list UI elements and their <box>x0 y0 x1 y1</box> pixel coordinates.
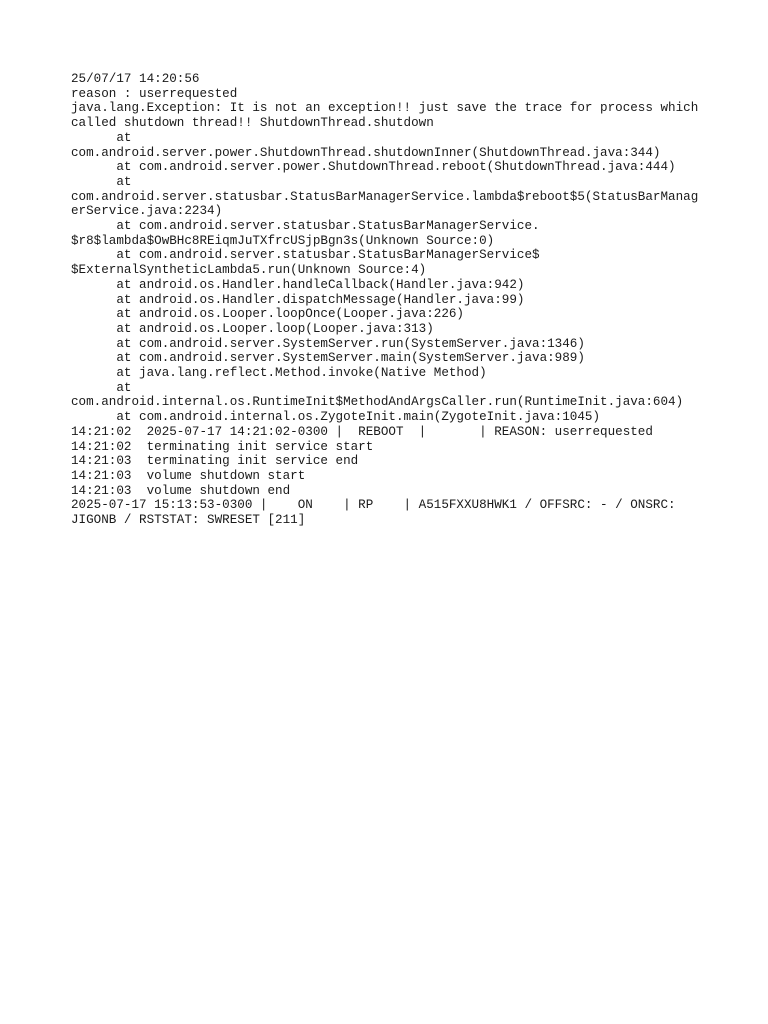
stack-frame: at android.os.Handler.dispatchMessage(Handler.java:99) <box>71 292 525 307</box>
power-on-status-line-continued: JIGONB / RSTSTAT: SWRESET [211] <box>71 513 306 528</box>
stack-frame: erService.java:2234) <box>71 204 223 219</box>
stack-frame: com.android.server.statusbar.StatusBarManagerService.lambda$reboot$5(StatusBarManag <box>71 189 699 204</box>
log-document <box>71 72 711 528</box>
shutdown-event-line: 14:21:03 volume shutdown end <box>71 483 291 498</box>
stack-frame: com.android.server.power.ShutdownThread.shutdownInner(ShutdownThread.java:344) <box>71 145 661 160</box>
stack-frame: at com.android.server.SystemServer.run(SystemServer.java:1346) <box>71 336 585 351</box>
stack-frame: at <box>71 130 132 145</box>
stack-frame: at com.android.internal.os.ZygoteInit.main(ZygoteInit.java:1045) <box>71 410 601 425</box>
exception-message: java.lang.Exception: It is not an exception!! just save the trace for process which <box>71 101 699 116</box>
stack-frame: at com.android.server.statusbar.StatusBarManagerService$ <box>71 248 540 263</box>
stack-frame: $r8$lambda$OwBHc8REiqmJuTXfrcUSjpBgn3s(Unknown Source:0) <box>71 233 495 248</box>
stack-frame: at java.lang.reflect.Method.invoke(Native Method) <box>71 366 487 381</box>
stack-frame: at android.os.Looper.loopOnce(Looper.java:226) <box>71 307 464 322</box>
stack-frame: at com.android.server.statusbar.StatusBarManagerService. <box>71 219 540 234</box>
exception-message-continued: called shutdown thread!! ShutdownThread.shutdown <box>71 116 434 131</box>
stack-frame: com.android.internal.os.RuntimeInit$MethodAndArgsCaller.run(RuntimeInit.java:604) <box>71 395 684 410</box>
stack-frame: $ExternalSyntheticLambda5.run(Unknown Source:4) <box>71 263 427 278</box>
stack-frame: at com.android.server.power.ShutdownThread.reboot(ShutdownThread.java:444) <box>71 160 676 175</box>
shutdown-event-line: 14:21:02 terminating init service start <box>71 439 374 454</box>
reboot-status-line: 14:21:02 2025-07-17 14:21:02-0300 | REBOOT | | REASON: userrequested <box>71 424 653 439</box>
stack-frame: at <box>71 174 132 189</box>
shutdown-event-line: 14:21:03 volume shutdown start <box>71 468 306 483</box>
power-on-status-line: 2025-07-17 15:13:53-0300 | ON | RP | A515FXXU8HWK1 / OFFSRC: - / ONSRC: <box>71 498 676 513</box>
log-reason: reason : userrequested <box>71 86 238 101</box>
stack-frame: at android.os.Looper.loop(Looper.java:313) <box>71 321 434 336</box>
shutdown-event-line: 14:21:03 terminating init service end <box>71 454 359 469</box>
stack-frame: at android.os.Handler.handleCallback(Handler.java:942) <box>71 277 525 292</box>
stack-frame: at <box>71 380 132 395</box>
stack-frame: at com.android.server.SystemServer.main(SystemServer.java:989) <box>71 351 585 366</box>
log-timestamp: 25/07/17 14:20:56 <box>71 72 200 86</box>
